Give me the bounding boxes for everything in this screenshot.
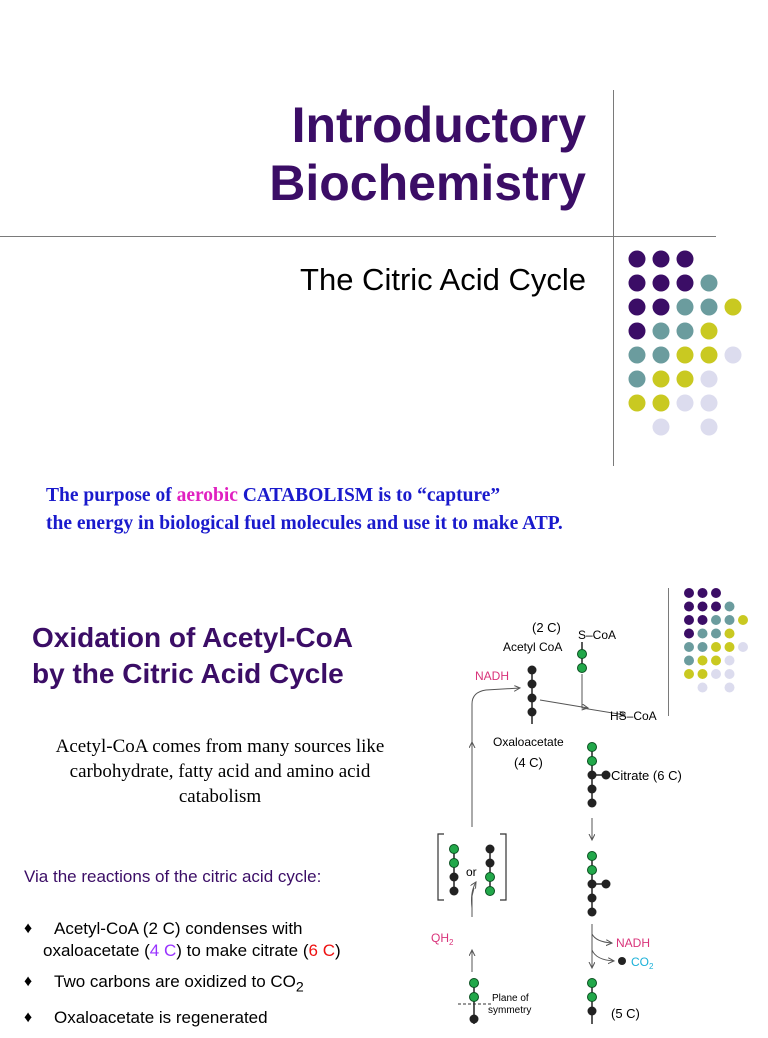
decoration-dot (629, 251, 646, 268)
vertical-divider (613, 90, 614, 466)
carbon-atom (450, 887, 459, 896)
nadh-mid-label: NADH (616, 936, 651, 950)
bullet-regenerate (24, 1007, 341, 1029)
carbon-atom (470, 979, 479, 988)
decoration-dot (711, 588, 721, 598)
bullet-drop-icon: ♦ (24, 973, 33, 990)
carbon-atom (486, 887, 495, 896)
bullet-text: oxaloacetate ( (43, 941, 150, 960)
carbon-atom (588, 880, 597, 889)
carbon-atom (470, 993, 479, 1002)
or-label: or (466, 865, 477, 879)
hs-coa-label: HS–CoA (610, 709, 657, 723)
decoration-dot (677, 371, 694, 388)
purpose-line-1 (46, 482, 746, 510)
via-reactions-heading: Via the reactions of the citric acid cycle: (24, 867, 322, 886)
decoration-dot (725, 642, 735, 652)
carbon-atom (528, 694, 537, 703)
left-bracket (438, 834, 444, 900)
decoration-dot (725, 669, 735, 679)
carbon-atom (528, 708, 537, 717)
carbon-atom (578, 650, 587, 659)
carbon-atom (588, 743, 597, 752)
decoration-dot (677, 275, 694, 292)
purpose-text-1: The purpose of (46, 485, 177, 506)
bullet-condense-line-1: Acetyl-CoA (2 C) condenses with (54, 919, 303, 938)
decoration-dot (711, 642, 721, 652)
bullet-text: ) to make citrate ( (176, 941, 309, 960)
acetyl-sources-text: Acetyl-CoA comes from many sources like carbohydrate, fatty acid and amino acid catabolism (55, 736, 385, 807)
decoration-dot (677, 323, 694, 340)
oxaloacetate-label: Oxaloacetate (493, 735, 564, 749)
decoration-dot (629, 395, 646, 412)
slide-subtitle: The Citric Acid Cycle (300, 262, 586, 297)
carbon-atom (528, 666, 537, 675)
citrate-label: Citrate (6 C) (611, 768, 682, 783)
decoration-dot (711, 656, 721, 666)
decoration-dot (711, 629, 721, 639)
carbon-atom (602, 771, 611, 780)
carbon-atom (450, 873, 459, 882)
decoration-dot (629, 347, 646, 364)
plane-label-1: Plane of (492, 993, 529, 1004)
four-carbon-label: 4 C (149, 941, 177, 960)
title-line-2: Biochemistry (269, 155, 586, 211)
decoration-dot (653, 323, 670, 340)
carbon-atom (588, 908, 597, 917)
acetyl-coa-label: Acetyl CoA (503, 640, 563, 654)
s-coa-label: S–CoA (578, 628, 617, 642)
plane-label-2: symmetry (488, 1005, 532, 1016)
decoration-dot (677, 347, 694, 364)
five-carbon-label: (5 C) (611, 1006, 640, 1021)
decoration-dot (629, 299, 646, 316)
slide2-title-line-1: Oxidation of Acetyl-CoA (32, 622, 353, 653)
carbon-atom (450, 845, 459, 854)
slide2-title-line-2: by the Citric Acid Cycle (32, 658, 344, 689)
decoration-dot (653, 251, 670, 268)
co2-release-arrow (592, 950, 614, 961)
decoration-dot (629, 371, 646, 388)
nadh-top-label: NADH (475, 669, 510, 683)
title-line-1: Introductory (291, 97, 586, 153)
decoration-dot (653, 299, 670, 316)
decoration-dot (738, 642, 748, 652)
purpose-highlight: aerobic (176, 485, 238, 506)
dot-grid-decoration (620, 245, 750, 440)
decoration-dot (698, 602, 708, 612)
decoration-dot (701, 395, 718, 412)
carbon-atom (602, 880, 611, 889)
bullet-text: ) (335, 941, 341, 960)
decoration-dot (653, 275, 670, 292)
bullet-oxidize-text: Two carbons are oxidized to CO (54, 972, 296, 991)
bullet-drop-icon: ♦ (24, 1009, 33, 1027)
decoration-dot (725, 299, 742, 316)
nadh-release-arrow (592, 934, 612, 943)
carbon-atom (486, 845, 495, 854)
decoration-dot (684, 602, 694, 612)
decoration-dot (677, 299, 694, 316)
right-bracket (500, 834, 506, 900)
carbon-atom (588, 785, 597, 794)
carbon-atom (578, 664, 587, 673)
carbon-atom (470, 1015, 479, 1024)
slide2-title (32, 620, 353, 692)
decoration-dot (677, 395, 694, 412)
acetyl-count-label: (2 C) (532, 620, 561, 635)
decoration-dot (629, 323, 646, 340)
decoration-dot (738, 615, 748, 625)
condensation-arrow (540, 700, 588, 708)
decoration-dot (711, 615, 721, 625)
decoration-dot (711, 669, 721, 679)
decoration-dot (725, 656, 735, 666)
six-carbon-label: 6 C (308, 941, 335, 960)
decoration-dot (701, 371, 718, 388)
carbon-atom (588, 993, 597, 1002)
purpose-statement (46, 482, 746, 538)
purpose-text-2: CATABOLISM is to “capture” (237, 485, 501, 506)
decoration-dot (725, 347, 742, 364)
decoration-dot (701, 299, 718, 316)
decoration-dot (684, 588, 694, 598)
decoration-dot (725, 602, 735, 612)
decoration-dot (653, 371, 670, 388)
carbon-atom (528, 680, 537, 689)
reaction-bullets (24, 918, 341, 1038)
decoration-dot (725, 615, 735, 625)
carbon-atom (588, 894, 597, 903)
carbon-atom (588, 1007, 597, 1016)
decoration-dot (701, 275, 718, 292)
purpose-line-2: the energy in biological fuel molecules and use it to make ATP. (46, 513, 563, 534)
carbon-atom (450, 859, 459, 868)
bullet-regenerate-text: Oxaloacetate is regenerated (54, 1008, 268, 1028)
carbon-atom (588, 799, 597, 808)
decoration-dot (701, 419, 718, 436)
regeneration-arrow (472, 688, 520, 742)
carbon-atom (588, 757, 597, 766)
co2-label: $CO_2$ (631, 955, 654, 971)
qh2-label: $QH_2$ (431, 931, 454, 947)
horizontal-divider (0, 236, 716, 237)
slide-title (269, 96, 586, 212)
decoration-dot (725, 683, 735, 693)
decoration-dot (701, 347, 718, 364)
carbon-atom (588, 771, 597, 780)
bullet-drop-icon: ♦ (24, 920, 33, 937)
decoration-dot (629, 275, 646, 292)
carbon-atom (588, 852, 597, 861)
carbon-atom (486, 859, 495, 868)
carbon-atom (486, 873, 495, 882)
oxaloacetate-count-label: (4 C) (514, 755, 543, 770)
decoration-dot (653, 419, 670, 436)
bullet-condense (24, 918, 341, 962)
decoration-dot (711, 602, 721, 612)
decoration-dot (653, 395, 670, 412)
decoration-dot (725, 629, 735, 639)
citric-acid-cycle-diagram (420, 612, 710, 1024)
co2-subscript: 2 (295, 979, 304, 996)
co2-carbon-atom (618, 957, 626, 965)
decoration-dot (701, 323, 718, 340)
carbon-atom (588, 979, 597, 988)
decoration-dot (698, 588, 708, 598)
bullet-condense-line-2 (43, 940, 341, 962)
decoration-dot (677, 251, 694, 268)
decoration-dot (653, 347, 670, 364)
bullet-oxidize (24, 971, 341, 998)
carbon-atom (588, 866, 597, 875)
